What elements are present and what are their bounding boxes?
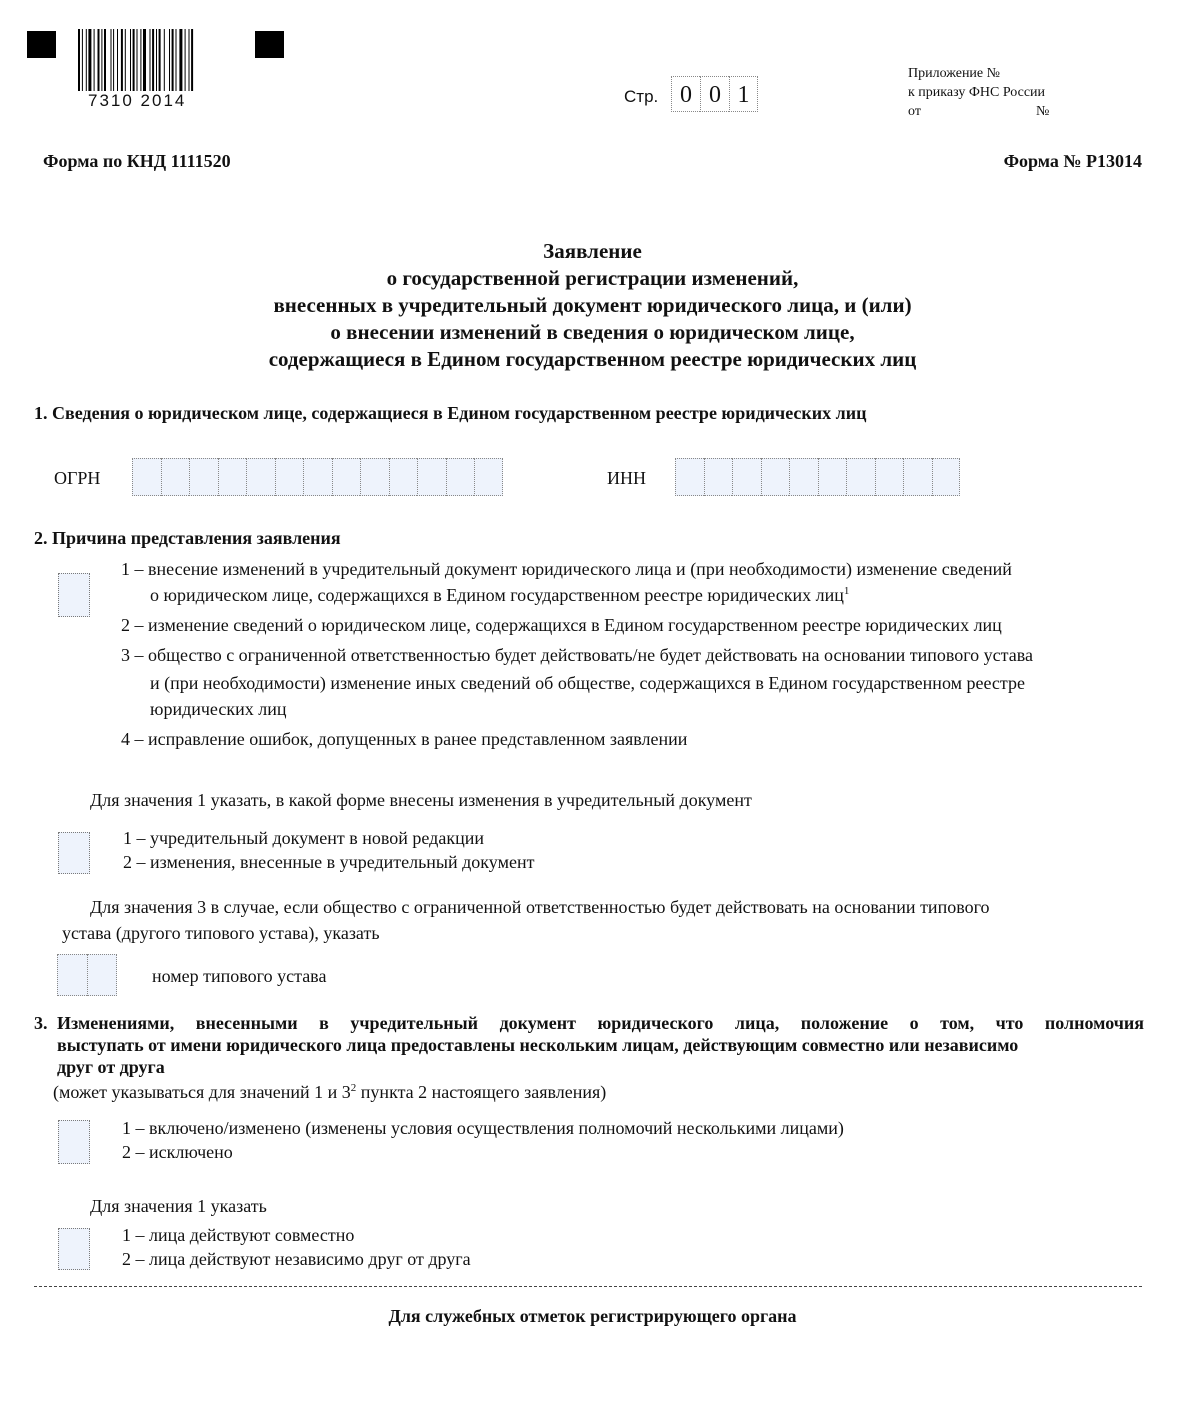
section3-num: 3. [34, 1013, 48, 1033]
section3-heading [57, 1012, 1144, 1078]
footnote-1: 1 [843, 585, 850, 597]
ogrn-digit-cell[interactable] [474, 458, 503, 496]
ogrn-digit-cell[interactable] [389, 458, 418, 496]
barcode-bar [137, 29, 138, 91]
section3-note-post: пункта 2 настоящего заявления) [356, 1082, 607, 1102]
page-digit-cell[interactable]: 0 [671, 76, 700, 112]
acting-mode-input[interactable] [58, 1228, 90, 1270]
barcode-bar [94, 29, 95, 91]
value3-note-line1: Для значения 3 в случае, если общество с ограниченной ответственностью будет действовать на основании типового [90, 897, 990, 917]
inn-digit-cell[interactable] [789, 458, 818, 496]
ogrn-digit-cell[interactable] [218, 458, 247, 496]
form-knd: Форма по КНД 1111520 [43, 151, 231, 171]
barcode-bar [113, 29, 114, 91]
ogrn-digit-cell[interactable] [132, 458, 161, 496]
barcode-bar [130, 29, 131, 91]
barcode-bar [169, 29, 170, 91]
ogrn-digit-cell[interactable] [417, 458, 446, 496]
change-form-options [123, 826, 534, 874]
reason-option-4: 4 – исправление ошибок, допущенных в ранее представленном заявлении [121, 729, 688, 749]
barcode-bar [140, 29, 141, 91]
acting-mode-options [122, 1223, 471, 1271]
document-title [0, 238, 1185, 373]
reason-options [121, 557, 1033, 751]
page-number-cells [671, 76, 758, 112]
registration-marker-left [27, 31, 56, 58]
ogrn-digit-cell[interactable] [161, 458, 190, 496]
reason-option-2: 2 – изменение сведений о юридическом лице, содержащихся в Едином государственном реестре юридических лиц [121, 615, 1002, 635]
ogrn-label: ОГРН [54, 468, 101, 488]
page-digit-cell[interactable]: 1 [729, 76, 758, 112]
inn-digit-cell[interactable] [875, 458, 904, 496]
section3-note-pre: (может указываться для значений 1 и 3 [53, 1082, 351, 1102]
form-number: Форма № Р13014 [1003, 151, 1142, 171]
barcode-bar [125, 29, 126, 91]
barcode-bar [143, 29, 146, 91]
ogrn-digit-cell[interactable] [332, 458, 361, 496]
official-marks-heading: Для служебных отметок регистрирующего органа [388, 1306, 797, 1326]
barcode [78, 29, 232, 91]
reason-code-input[interactable] [58, 573, 90, 617]
barcode-bar [172, 29, 174, 91]
barcode-bar [88, 29, 91, 91]
barcode-bar [156, 29, 157, 91]
inn-digit-cell[interactable] [761, 458, 790, 496]
inn-digit-cell[interactable] [675, 458, 704, 496]
barcode-bar [121, 29, 123, 91]
authority-change-input[interactable] [58, 1120, 90, 1164]
ogrn-digit-cell[interactable] [446, 458, 475, 496]
barcode-bar [152, 29, 154, 91]
charter-number-label: номер типового устава [152, 966, 327, 986]
title-line: Заявление [543, 239, 642, 263]
section1-heading: 1. Сведения о юридическом лице, содержащиеся в Едином государственном реестре юридических лиц [34, 403, 867, 423]
section2-heading: 2. Причина представления заявления [34, 528, 341, 548]
barcode-bar [117, 29, 118, 91]
title-line: о государственной регистрации изменений, [386, 266, 799, 290]
appendix-note [908, 64, 1148, 121]
acting-mode-option-2: 2 – лица действуют независимо друг от друга [122, 1249, 471, 1269]
barcode-bar [104, 29, 106, 91]
authority-change-options [122, 1116, 844, 1164]
ogrn-digit-cell[interactable] [360, 458, 389, 496]
barcode-bar [179, 29, 182, 91]
ogrn-digit-cell[interactable] [189, 458, 218, 496]
barcode-bar [159, 29, 161, 91]
barcode-bar [150, 29, 151, 91]
section3-heading-line2: выступать от имени юридического лица предоставлены нескольким лицам, действующим совместно или независимо [57, 1035, 1019, 1055]
ogrn-digit-cell[interactable] [246, 458, 275, 496]
appendix-from: от [908, 104, 921, 119]
appendix-no: № [1036, 104, 1050, 119]
change-form-input[interactable] [58, 832, 90, 874]
inn-digit-cell[interactable] [704, 458, 733, 496]
barcode-bar [133, 29, 135, 91]
barcode-bar [86, 29, 87, 91]
barcode-number: 7310 2014 [88, 91, 187, 110]
reason-option-3-cont2: юридических лиц [150, 699, 287, 719]
value3-note-line2: устава (другого типового устава), указать [62, 923, 380, 943]
title-line: содержащиеся в Едином государственном реестре юридических лиц [268, 347, 917, 371]
registration-marker-right [255, 31, 284, 58]
page-digit-cell[interactable]: 0 [700, 76, 729, 112]
barcode-bar [189, 29, 190, 91]
section3-value1-note: Для значения 1 указать [90, 1196, 267, 1216]
barcode-bar [191, 29, 193, 91]
title-line: о внесении изменений в сведения о юридическом лице, [330, 320, 855, 344]
barcode-bar [185, 29, 186, 91]
ogrn-input[interactable] [132, 458, 503, 496]
reason-option-1-cont: о юридическом лице, содержащихся в Едином государственном реестре юридических лиц [150, 585, 844, 605]
barcode-bar [82, 29, 83, 91]
reason-option-3-cont: и (при необходимости) изменение иных сведений об обществе, содержащихся в Едином государственном реестре [150, 673, 1025, 693]
value3-note [62, 895, 990, 945]
barcode-bar [78, 29, 80, 91]
appendix-line1: Приложение № [908, 66, 1000, 81]
inn-digit-cell[interactable] [818, 458, 847, 496]
inn-input[interactable] [675, 458, 960, 496]
barcode-bar [101, 29, 102, 91]
inn-digit-cell[interactable] [732, 458, 761, 496]
ogrn-digit-cell[interactable] [275, 458, 304, 496]
inn-digit-cell[interactable] [932, 458, 961, 496]
section3-note [53, 1080, 606, 1104]
acting-mode-option-1: 1 – лица действуют совместно [122, 1225, 355, 1245]
reason-option-1: 1 – внесение изменений в учредительный документ юридического лица и (при необходимости) изменение сведений [121, 559, 1012, 579]
charter-number-cell[interactable] [87, 954, 117, 996]
barcode-bar [164, 29, 165, 91]
reason-option-3: 3 – общество с ограниченной ответственностью будет действовать/не будет действовать на основании типового устава [121, 645, 1033, 665]
barcode-bar [111, 29, 112, 91]
page-label: Стр. [624, 87, 659, 106]
footnote-2: 2 [350, 1082, 357, 1094]
charter-number-cell[interactable] [57, 954, 87, 996]
barcode-bar [98, 29, 100, 91]
ogrn-digit-cell[interactable] [303, 458, 332, 496]
title-line: внесенных в учредительный документ юридического лица, и (или) [273, 293, 912, 317]
change-form-option-1: 1 – учредительный документ в новой редакции [123, 828, 484, 848]
authority-change-option-1: 1 – включено/изменено (изменены условия осуществления полномочий несколькими лицами) [122, 1118, 844, 1138]
value1-note: Для значения 1 указать, в какой форме внесены изменения в учредительный документ [90, 790, 752, 810]
section3-heading-line3: друг от друга [57, 1057, 165, 1077]
inn-digit-cell[interactable] [903, 458, 932, 496]
dashed-separator [34, 1286, 1142, 1287]
section3-heading-line1: Изменениями, внесенными в учредительный документ юридического лица, положение о том, что полномочия [57, 1013, 1144, 1033]
authority-change-option-2: 2 – исключено [122, 1142, 233, 1162]
appendix-line2: к приказу ФНС России [908, 85, 1046, 100]
inn-label: ИНН [607, 468, 646, 488]
charter-number-input[interactable] [57, 954, 117, 996]
change-form-option-2: 2 – изменения, внесенные в учредительный документ [123, 852, 535, 872]
barcode-bar [176, 29, 177, 91]
inn-digit-cell[interactable] [846, 458, 875, 496]
